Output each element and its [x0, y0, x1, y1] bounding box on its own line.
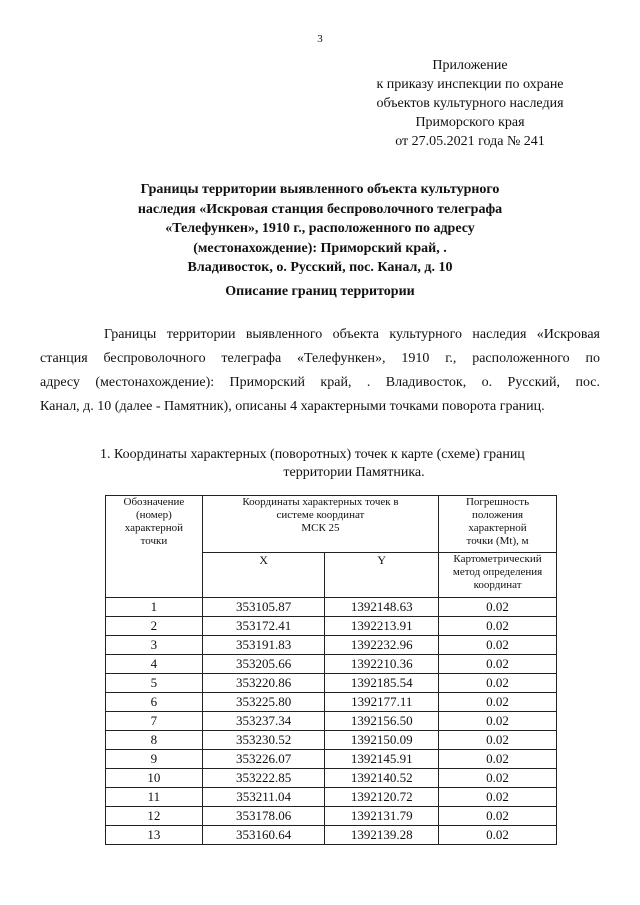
cell-error: 0.02 — [439, 693, 557, 712]
intro-paragraph-line1: Границы территории выявленного объекта культурного наследия «Искровая — [104, 327, 600, 342]
cell-x: 353191.83 — [202, 636, 325, 655]
cell-error: 0.02 — [439, 769, 557, 788]
cell-x: 353205.66 — [202, 655, 325, 674]
table-row — [106, 712, 557, 731]
cell-y: 1392150.09 — [325, 731, 439, 750]
list-heading-line1: 1. Координаты характерных (поворотных) точек к карте (схеме) границ — [100, 447, 525, 462]
intro-paragraph-line2: станция беспроволочного телеграфа «Телефункен», 1910 г., расположенного по — [40, 351, 600, 366]
title-line: Владивосток, о. Русский, пос. Канал, д. 10 — [187, 260, 453, 275]
list-heading — [100, 446, 600, 482]
header-coordinates: Координаты характерных точек в системе координат МСК 25 — [202, 496, 438, 553]
cell-x: 353172.41 — [202, 617, 325, 636]
cell-y: 1392145.91 — [325, 750, 439, 769]
table-row — [106, 617, 557, 636]
intro-paragraph-line3: адресу (местонахождение): Приморский край, . Владивосток, о. Русский, пос. — [40, 375, 600, 390]
appendix-line: от 27.05.2021 года № 241 — [395, 134, 545, 149]
cell-y: 1392120.72 — [325, 788, 439, 807]
cell-y: 1392232.96 — [325, 636, 439, 655]
table-row — [106, 826, 557, 845]
appendix-line: Приморского края — [415, 115, 525, 130]
title-line: Границы территории выявленного объекта культурного — [140, 182, 500, 197]
cell-error: 0.02 — [439, 617, 557, 636]
appendix-line: Приложение — [432, 58, 508, 73]
cell-number: 1 — [106, 598, 203, 617]
cell-y: 1392156.50 — [325, 712, 439, 731]
cell-error: 0.02 — [439, 750, 557, 769]
table-row — [106, 655, 557, 674]
cell-error: 0.02 — [439, 788, 557, 807]
cell-x: 353230.52 — [202, 731, 325, 750]
header-x: X — [202, 553, 325, 598]
table-row — [106, 636, 557, 655]
intro-paragraph-line4: Канал, д. 10 (далее - Памятник), описаны 4 характерными точками поворота границ. — [40, 399, 545, 414]
page-number: 3 — [317, 33, 323, 45]
cell-x: 353220.86 — [202, 674, 325, 693]
cell-x: 353222.85 — [202, 769, 325, 788]
cell-number: 3 — [106, 636, 203, 655]
document-title — [92, 180, 548, 278]
cell-x: 353178.06 — [202, 807, 325, 826]
cell-number: 10 — [106, 769, 203, 788]
cell-number: 8 — [106, 731, 203, 750]
cell-number: 7 — [106, 712, 203, 731]
header-y: Y — [325, 553, 439, 598]
title-line: (местонахождение): Приморский край, . — [193, 240, 447, 256]
cell-x: 353160.64 — [202, 826, 325, 845]
cell-x: 353105.87 — [202, 598, 325, 617]
cell-number: 13 — [106, 826, 203, 845]
header-error: Погрешность положения характерной точки (Mt), м — [439, 496, 557, 553]
title-line: наследия «Искровая станция беспроволочного телеграфа — [137, 201, 503, 217]
cell-error: 0.02 — [439, 598, 557, 617]
cell-number: 5 — [106, 674, 203, 693]
cell-y: 1392148.63 — [325, 598, 439, 617]
cell-x: 353237.34 — [202, 712, 325, 731]
appendix-line: к приказу инспекции по охране — [376, 77, 564, 92]
cell-error: 0.02 — [439, 636, 557, 655]
cell-error: 0.02 — [439, 826, 557, 845]
table-row — [106, 807, 557, 826]
header-method: Картометрический метод определения координат — [439, 553, 557, 598]
table-row — [106, 788, 557, 807]
cell-y: 1392213.91 — [325, 617, 439, 636]
cell-error: 0.02 — [439, 674, 557, 693]
cell-y: 1392140.52 — [325, 769, 439, 788]
title-line: «Телефункен», 1910 г., расположенного по адресу — [165, 221, 475, 236]
cell-number: 12 — [106, 807, 203, 826]
coordinates-table — [105, 495, 557, 845]
cell-number: 11 — [106, 788, 203, 807]
cell-error: 0.02 — [439, 712, 557, 731]
table-row — [106, 731, 557, 750]
table-row — [106, 693, 557, 712]
cell-y: 1392131.79 — [325, 807, 439, 826]
cell-y: 1392177.11 — [325, 693, 439, 712]
header-point-number: Обозначение (номер) характерной точки — [106, 496, 203, 598]
table-row — [106, 598, 557, 617]
table-row — [106, 769, 557, 788]
table-row — [106, 674, 557, 693]
section-subtitle: Описание границ территории — [225, 284, 415, 299]
appendix-line: объектов культурного наследия — [376, 96, 564, 111]
cell-y: 1392210.36 — [325, 655, 439, 674]
cell-x: 353211.04 — [202, 788, 325, 807]
cell-number: 9 — [106, 750, 203, 769]
cell-number: 6 — [106, 693, 203, 712]
cell-y: 1392139.28 — [325, 826, 439, 845]
cell-number: 2 — [106, 617, 203, 636]
cell-y: 1392185.54 — [325, 674, 439, 693]
cell-x: 353225.80 — [202, 693, 325, 712]
appendix-block — [340, 56, 600, 151]
table-row — [106, 750, 557, 769]
cell-error: 0.02 — [439, 731, 557, 750]
cell-number: 4 — [106, 655, 203, 674]
cell-error: 0.02 — [439, 655, 557, 674]
cell-x: 353226.07 — [202, 750, 325, 769]
cell-error: 0.02 — [439, 807, 557, 826]
list-heading-line2: территории Памятника. — [283, 465, 425, 480]
